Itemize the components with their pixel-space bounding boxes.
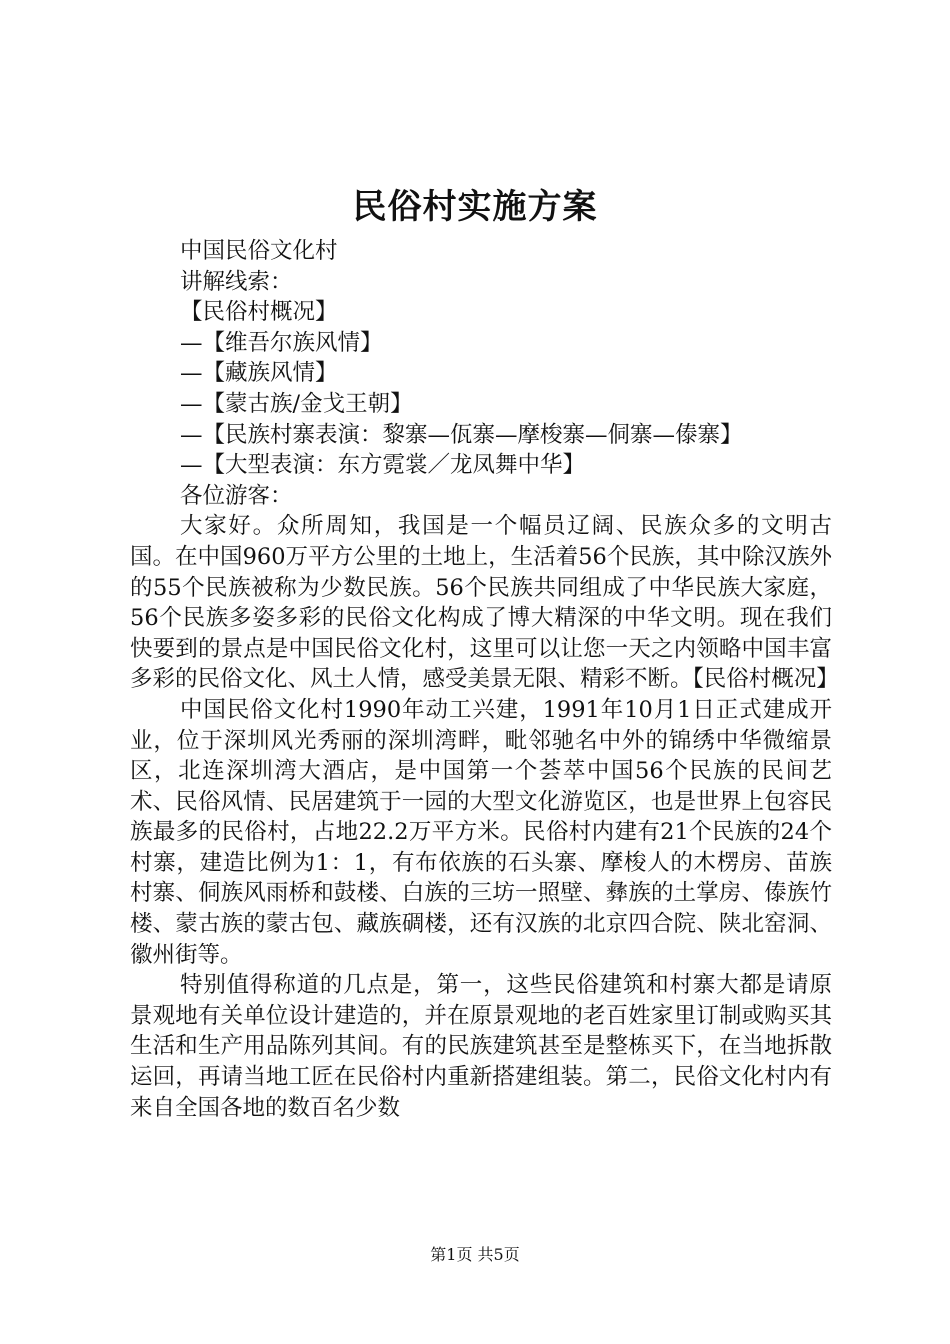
outline-line: —【维吾尔族风情】 bbox=[180, 329, 383, 356]
page-footer: 第1页 共5页 bbox=[430, 1245, 520, 1264]
outline-line: —【蒙古族/金戈王朝】 bbox=[180, 390, 413, 417]
outline-line: 中国民俗文化村 bbox=[180, 238, 338, 264]
outline-line: —【藏族风情】 bbox=[180, 360, 338, 387]
body-paragraph: 中国民俗文化村1990年动工兴建，1991年10月1日正式建成开业，位于深圳风光秀丽的深圳湾畔，毗邻驰名中外的锦绣中华微缩景区，北连深圳湾大酒店，是中国第一个荟萃中国56个民族的民间艺术、民俗风情、民居建筑于一园的大型文化游览区，也是世界上包容民族最多的民俗村，占地22.2万平方米。民俗村内建有21个民族的24个村寨，建造比例为1：1，有布依族的石头寨、摩梭人的木楞房、苗族村寨、侗族风雨桥和鼓楼、白族的三坊一照壁、彝族的土掌房、傣族竹楼、蒙古族的蒙古包、藏族碉楼，还有汉族的北京四合院、陕北窑洞、徽州街等。 bbox=[130, 696, 832, 968]
outline-line: 讲解线索： bbox=[180, 268, 293, 295]
outline-line: —【民族村寨表演：黎寨—佤寨—摩梭寨—侗寨—傣寨】 bbox=[180, 421, 743, 448]
outline-line: 【民俗村概况】 bbox=[180, 299, 338, 326]
document-body bbox=[130, 236, 839, 1123]
outline-line: —【大型表演：东方霓裳／龙凤舞中华】 bbox=[180, 452, 586, 479]
body-paragraph: 特别值得称道的几点是，第一，这些民俗建筑和村寨大都是请原景观地有关单位设计建造的，并在原景观地的老百姓家里订制或购买其生活和生产用品陈列其间。有的民族建筑甚至是整栋买下，在当地拆散运回，再请当地工匠在民俗村内重新搭建组装。第二，民俗文化村内有来自全国各地的数百名少数 bbox=[130, 972, 832, 1121]
body-paragraph: 大家好。众所周知，我国是一个幅员辽阔、民族众多的文明古国。在中国960万平方公里的土地上，生活着56个民族，其中除汉族外的55个民族被称为少数民族。56个民族共同组成了中华民族大家庭，56个民族多姿多彩的民俗文化构成了博大精深的中华文明。现在我们快要到的景点是中国民俗文化村，这里可以让您一天之内领略中国丰富多彩的民俗文化、风土人情，感受美景无限、精彩不断。【民俗村概况】 bbox=[130, 513, 839, 693]
greeting-line: 各位游客： bbox=[180, 482, 293, 509]
document-title: 民俗村实施方案 bbox=[352, 187, 598, 227]
